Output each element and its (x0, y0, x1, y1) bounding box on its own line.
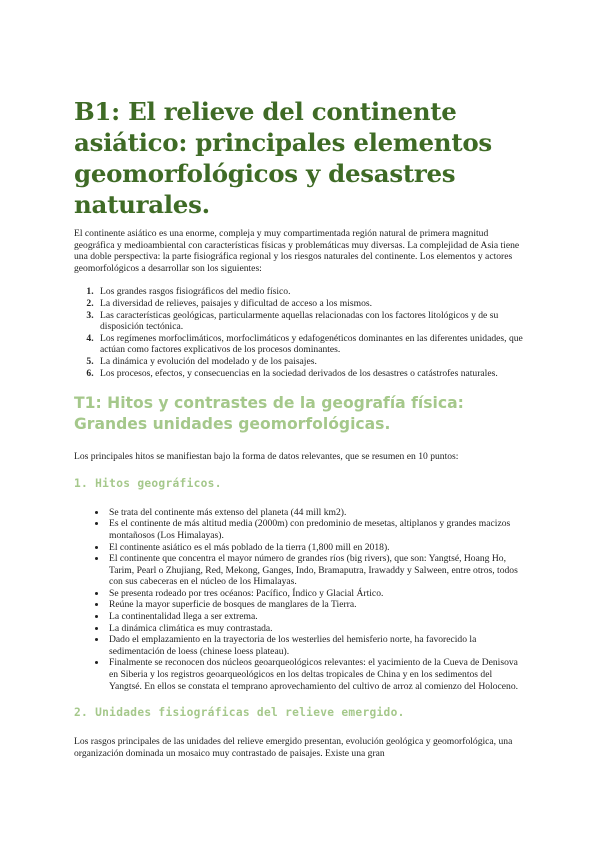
bullet-item: • El continente asiático es el más poblado de la tierra (1,800 mill en 2018). (107, 542, 526, 554)
ordered-list-item: 5. La dinámica y evolución del modelado y de los paisajes. (96, 356, 526, 368)
bullet-item: • Dado el emplazamiento en la trayectoria de los westerlies del hemisferio norte, ha favorecido la sedimentación de loess (chinese loess plateau). (107, 634, 526, 657)
intro-paragraph: El continente asiático es una enorme, compleja y muy compartimentada región natural de primera magnitud geográfica y medioambiental con características físicas y problemáticas muy diversas. La complejidad de Asia tiene una doble perspectiva: la parte fisiográfica regional y los riesgos naturales del continente. Los elementos y actores geomorfológicos a desarrollar son los siguientes: (74, 228, 520, 274)
closing-paragraph: Los rasgos principales de las unidades del relieve emergido presentan, evolución geológica y geomorfológica, una organización dominada un mosaico muy contrastado de paisajes. Existe una gran (74, 736, 513, 759)
section-heading: T1: Hitos y contrastes de la geografía física: Grandes unidades geomorfológicas. (74, 394, 464, 434)
bullet-item: • La continentalidad llega a ser extrema. (107, 611, 526, 623)
ordered-list-item: 4. Los regímenes morfoclimáticos, morfoclimáticos y edafogenéticos dominantes en las diferentes unidades, que actúan como factores explicativos de los procesos dominantes. (96, 333, 526, 356)
elements-ordered-list (74, 286, 526, 379)
ordered-list-item: 6. Los procesos, efectos, y consecuencias en la sociedad derivados de los desastres o catástrofes naturales. (96, 368, 526, 380)
bullet-item: • Finalmente se reconocen dos núcleos geoarqueológicos relevantes: el yacimiento de la Cueva de Denisova en Siberia y los registros geoarqueológicos en los deltas tropicales de China y en los sedimentos del Yangtsé. En ellos se constata el temprano aprovechamiento del cultivo de arroz al comienzo del Holoceno. (107, 657, 526, 692)
bullet-item: • Es el continente de más altitud media (2000m) con predominio de mesetas, altiplanos y grandes macizos montañosos (Los Himalayas). (107, 518, 526, 541)
ordered-list-item: 3. Las características geológicas, particularmente aquellas relacionadas con los factores litológicos y de su disposición tectónica. (96, 310, 526, 333)
bullet-item: • El continente que concentra el mayor número de grandes ríos (big rivers), que son: Yangtsé, Hoang Ho, Tarim, Pearl o Zhujiang, Red, Mekong, Ganges, Indo, Bramaputra, Irawaddy y Salween, entre otros, todos con sus cabeceras en el núcleo de los Himalayas. (107, 553, 526, 588)
document-title: B1: El relieve del continente asiático: principales elementos geomorfológicos y desastres naturales. (74, 97, 492, 219)
subsection-heading-hitos: 1. Hitos geográficos. (74, 476, 222, 490)
bullet-item: • Se trata del continente más extenso del planeta (44 mill km2). (107, 507, 526, 519)
document-content (74, 96, 526, 759)
bullet-item: • Reúne la mayor superficie de bosques de manglares de la Tierra. (107, 599, 526, 611)
bullet-item: • La dinámica climática es muy contrastada. (107, 623, 526, 635)
hitos-bullet-list (74, 507, 526, 693)
ordered-list-item: 1. Los grandes rasgos fisiográficos del medio físico. (96, 286, 526, 298)
section-lead-paragraph: Los principales hitos se manifiestan bajo la forma de datos relevantes, que se resumen en 10 puntos: (74, 451, 459, 463)
bullet-item: • Se presenta rodeado por tres océanos: Pacífico, Índico y Glacial Ártico. (107, 588, 526, 600)
subsection-heading-unidades: 2. Unidades fisiográficas del relieve emergido. (74, 706, 405, 720)
ordered-list-item: 2. La diversidad de relieves, paisajes y dificultad de acceso a los mismos. (96, 298, 526, 310)
